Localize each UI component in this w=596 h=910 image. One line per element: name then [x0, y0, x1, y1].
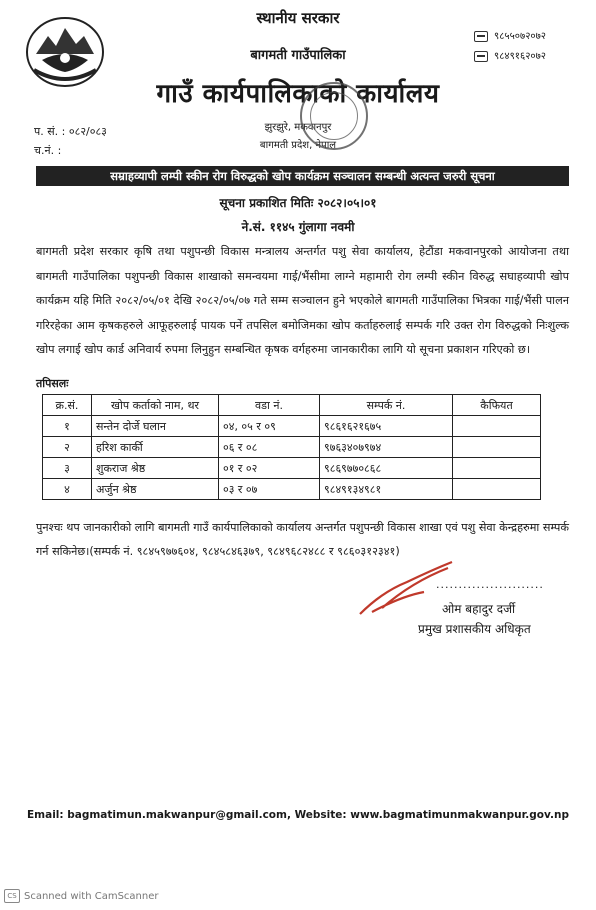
col-remarks: कैफियत	[453, 395, 541, 416]
header-office-title: गाउँ कार्यपालिकाको कार्यालय	[156, 79, 440, 109]
camscanner-icon: CS	[4, 889, 20, 903]
header-municipality: बागमती गाउँपालिका	[250, 48, 346, 63]
cell-name: शुकराज श्रेष्ठ	[92, 458, 219, 479]
cell-serial: १	[43, 416, 92, 437]
header-local-government: स्थानीय सरकार	[256, 9, 340, 27]
col-contact: सम्पर्क नं.	[320, 395, 453, 416]
cell-serial: २	[43, 437, 92, 458]
vaccinator-table	[42, 394, 541, 500]
phone-icon	[474, 31, 488, 42]
phone-number-1: ९८५५०७२०७२	[494, 31, 546, 42]
cell-serial: ४	[43, 479, 92, 500]
cell-ward: ०३ र ०७	[219, 479, 320, 500]
col-name: खोप कर्ताको नाम, थर	[92, 395, 219, 416]
table-header-row	[43, 395, 541, 416]
phone-1	[474, 28, 546, 42]
cell-serial: ३	[43, 458, 92, 479]
cell-name: सन्तेन दोर्जे घलान	[92, 416, 219, 437]
phone-icon	[474, 51, 488, 62]
dispatch-number: च.नं. :	[34, 144, 62, 157]
cell-contact: ९८६९७७०८६८	[320, 458, 453, 479]
cell-contact: ९८४९१३४९८१	[320, 479, 453, 500]
table-row	[43, 458, 541, 479]
cell-remarks	[453, 458, 541, 479]
header-province: बागमती प्रदेश, नेपाल	[259, 140, 337, 151]
cell-ward: ०६ र ०८	[219, 437, 320, 458]
cell-ward: ०१ र ०२	[219, 458, 320, 479]
table-row	[43, 479, 541, 500]
postscript-note: पुनश्चः थप जानकारीको लागि बागमती गाउँ कार्यपालिकाको कार्यालय अन्तर्गत पशुपन्छी विकास शाखा एवं पशु सेवा केन्द्रहरुमा सम्पर्क गर्न सकिनेछ।(सम्पर्क नं. ९८४५९७७६०४, ९८४५८४६३७९, ९८४९६८२४८८ र ९८६०३१२३४१)	[36, 521, 569, 558]
nepal-sambat-date: ने.सं. ११४५ गुंलागा नवमी	[241, 220, 355, 234]
cell-contact: ९८६१६२१६७५	[320, 416, 453, 437]
footer-contact: Email: bagmatimun.makwanpur@gmail.com, Website: www.bagmatimunmakwanpur.gov.np	[27, 809, 569, 821]
camscanner-text: Scanned with CamScanner	[24, 891, 159, 902]
published-date: सूचना प्रकाशित मितिः २०८२।०५।०१	[219, 196, 377, 210]
office-seal-stamp	[300, 82, 368, 150]
signature-line: ........................	[436, 578, 544, 591]
cell-remarks	[453, 416, 541, 437]
header-address: झुरझुरे, मकवानपुर	[264, 122, 332, 133]
cell-name: अर्जुन श्रेष्ठ	[92, 479, 219, 500]
camscanner-watermark	[4, 889, 159, 903]
table-row	[43, 437, 541, 458]
signatory-name: ओम बहादुर दर्जी	[442, 602, 516, 616]
schedule-label: तपिसलः	[36, 377, 69, 390]
cell-contact: ९७६३४०७९७४	[320, 437, 453, 458]
cell-remarks	[453, 437, 541, 458]
cell-name: हरिश कार्की	[92, 437, 219, 458]
signatory-title: प्रमुख प्रशासकीय अधिकृत	[418, 622, 531, 636]
notice-banner: सम्राहव्यापी लम्पी स्कीन रोग विरुद्धको खोप कार्यक्रम सञ्चालन सम्बन्धी अत्यन्त जरुरी सूचना	[36, 166, 569, 186]
phone-number-2: ९८४९१६२०७२	[494, 51, 546, 62]
table-row	[43, 416, 541, 437]
col-ward: वडा नं.	[219, 395, 320, 416]
reference-number: प. सं. : ०८२/०८३	[34, 125, 107, 138]
cell-remarks	[453, 479, 541, 500]
phone-2	[474, 48, 546, 62]
col-serial: क्र.सं.	[43, 395, 92, 416]
cell-ward: ०४, ०५ र ०९	[219, 416, 320, 437]
notice-body: बागमती प्रदेश सरकार कृषि तथा पशुपन्छी विकास मन्त्रालय अन्तर्गत पशु सेवा कार्यालय, हेटौंडा मकवानपुरको आयोजना तथा बागमती गाउँपालिका पशुपन्छी विकास शाखाको समन्वयमा गाई/भैंसीमा लाग्ने महामारी रोग लम्पी स्कीन विरुद्ध सघाहव्यापी खोप कार्यक्रम यहि मिति २०८२/०५/०१ देखि २०८२/०५/०७ गते सम्म सञ्चालन हुने भएकोले बागमती गाउँपालिका भित्रका गाई/भैंसी पालन गरिरहेका आम कृषकहरुले आफूहरुलाई पायक पर्ने तपसिल बमोजिमका खोप कर्ताहरुलाई सम्पर्क गरि उक्त रोग विरुद्धको निःशुल्क खोप लगाई खोप कार्ड अनिवार्य रुपमा लिनुहुन सम्बन्धित कृषक वर्गहरुमा जानकारीका लागि यो सूचना प्रकाशन गरिएको छ।	[36, 245, 569, 356]
